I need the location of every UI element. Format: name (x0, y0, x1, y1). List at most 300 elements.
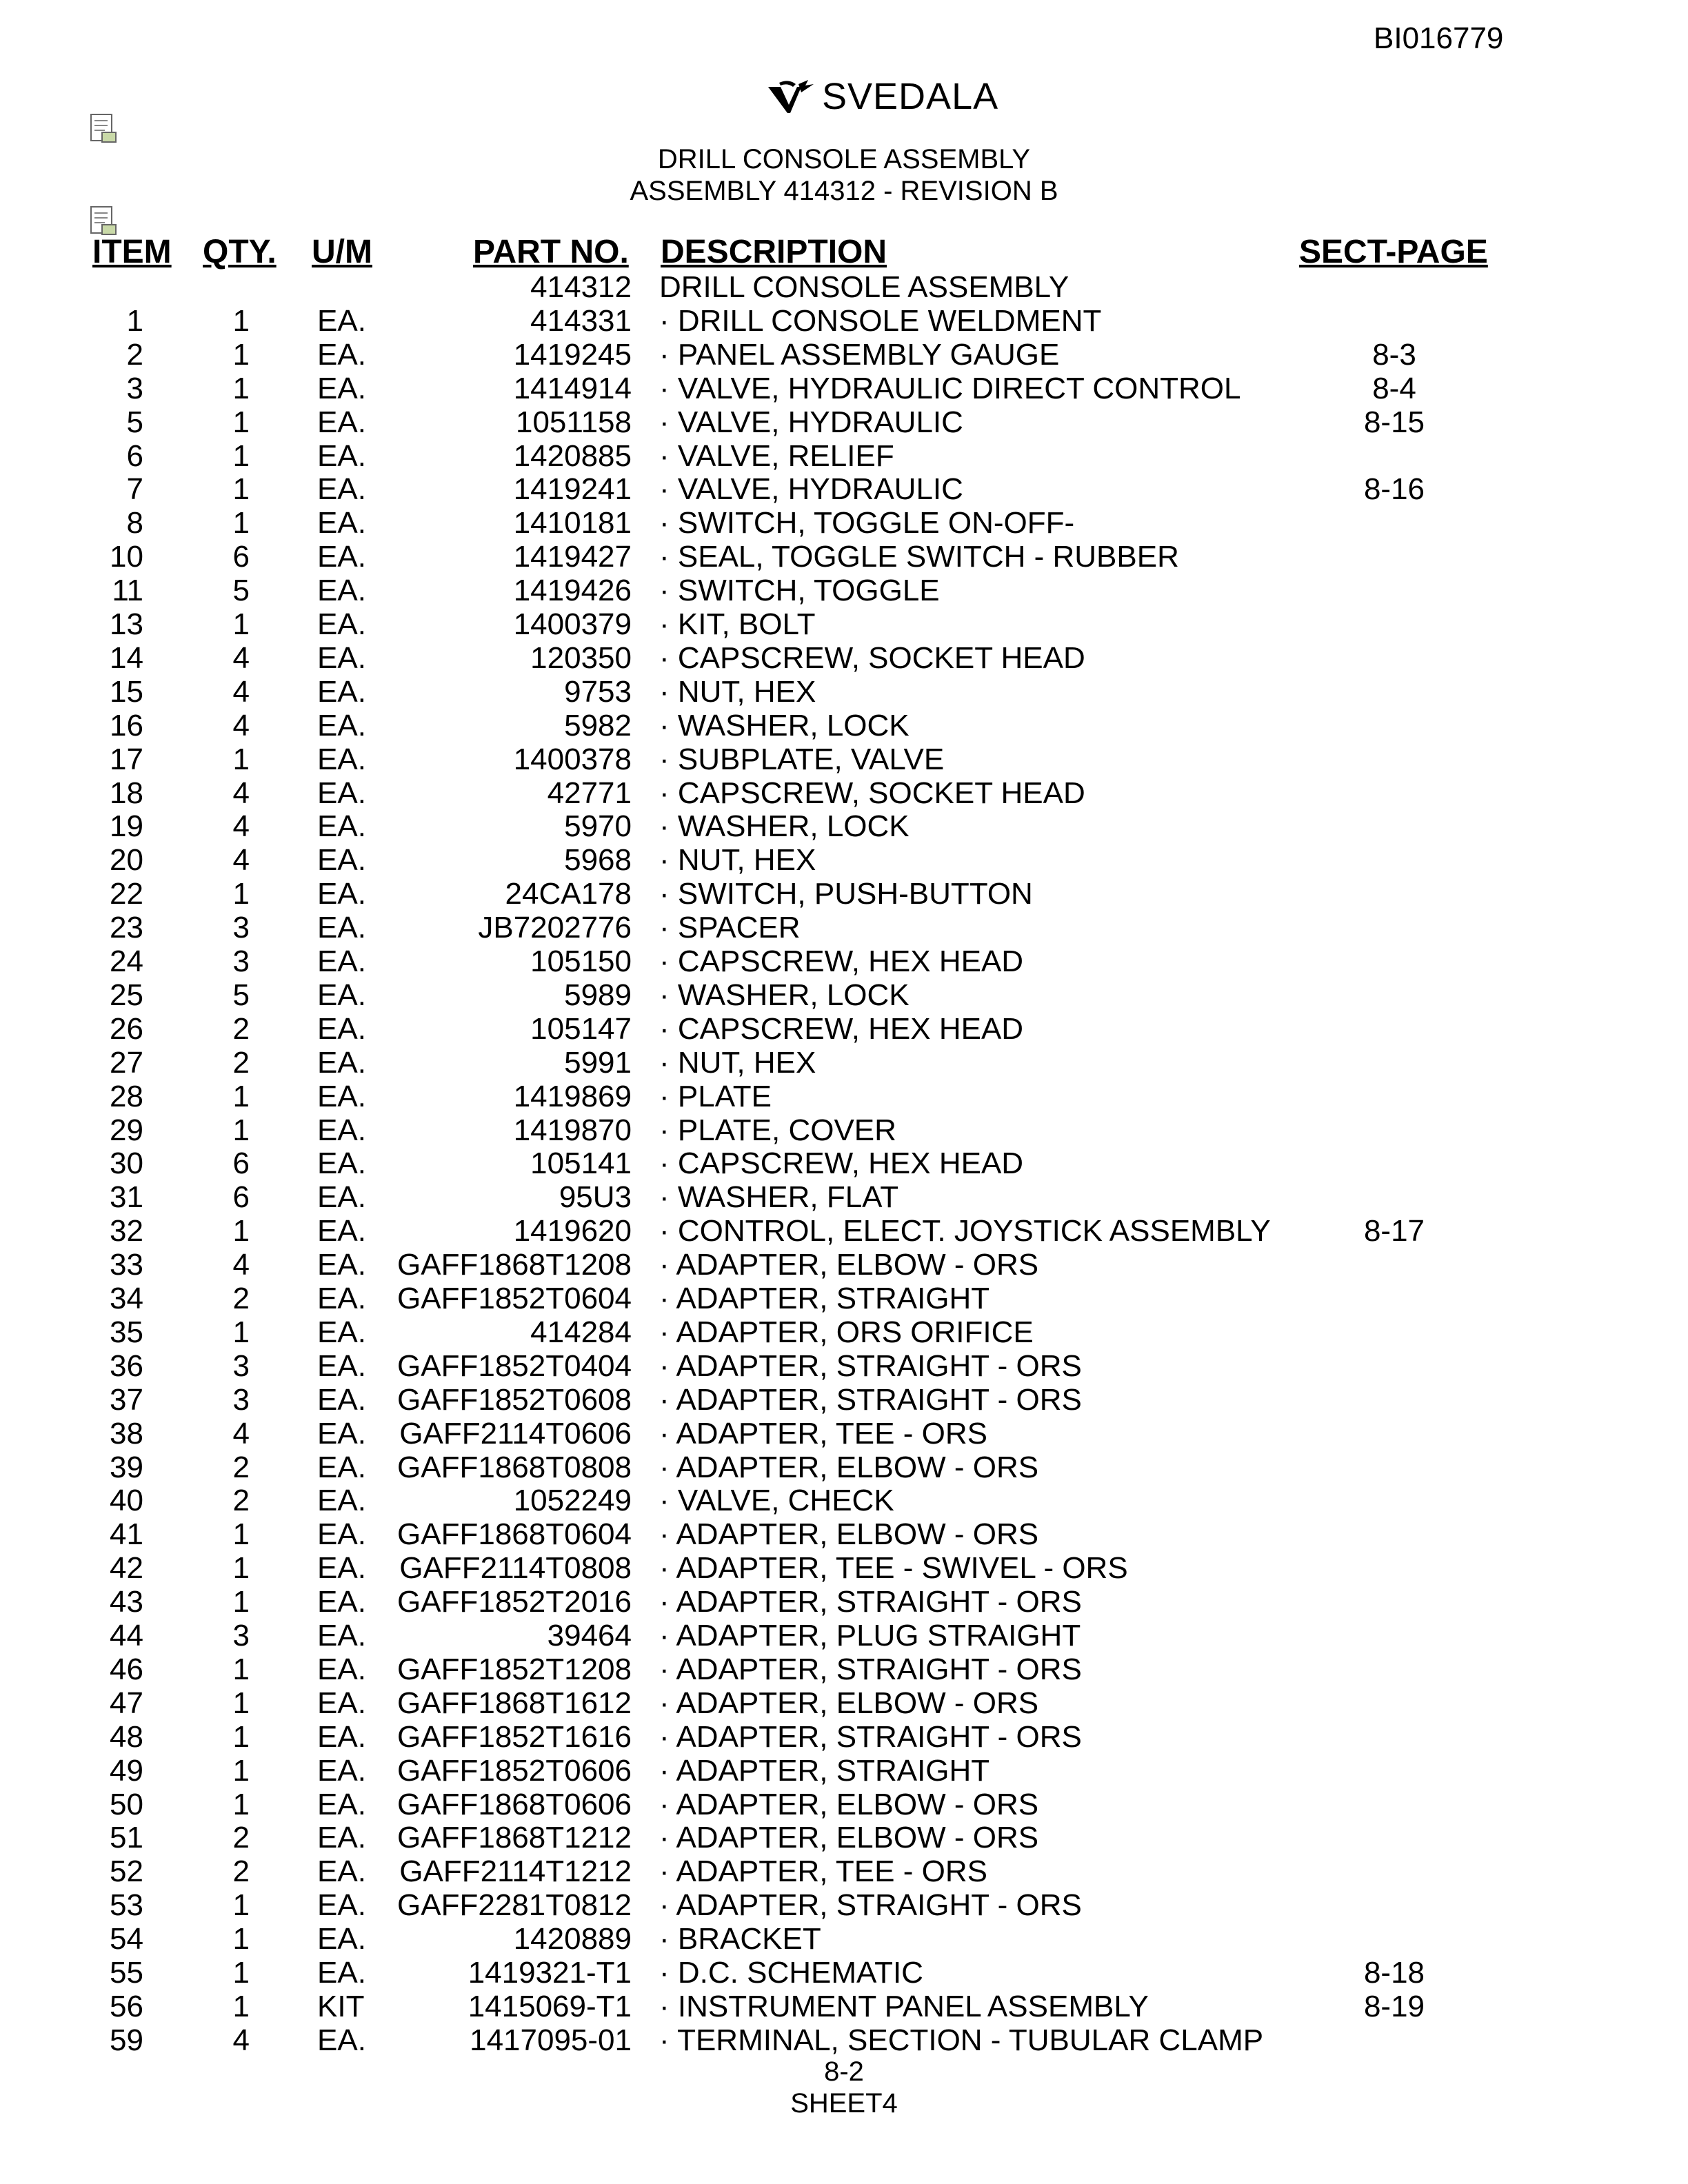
part-number-cell: 105141 (530, 1146, 632, 1181)
table-row (0, 1551, 1688, 1585)
part-number-cell: 5968 (564, 843, 632, 878)
description-cell: · ADAPTER, ORS ORIFICE (659, 1315, 1034, 1349)
part-number-cell: 1419426 (513, 574, 632, 608)
quantity-cell: 4 (232, 843, 250, 878)
title-line-2: ASSEMBLY 414312 - REVISION B (630, 176, 1058, 206)
item-number-cell: 42 (110, 1551, 143, 1586)
part-number-cell: GAFF2114T0808 (399, 1551, 632, 1586)
quantity-cell: 1 (232, 1686, 250, 1720)
unit-of-measure-cell: EA. (317, 978, 366, 1012)
part-number-cell: GAFF2114T0606 (399, 1416, 632, 1450)
item-number-cell: 6 (126, 438, 143, 473)
part-number-cell: 24CA178 (505, 877, 632, 911)
unit-of-measure-cell: EA. (317, 1416, 366, 1450)
column-header-qty: QTY. (203, 234, 277, 270)
table-row (0, 1315, 1688, 1349)
quantity-cell: 1 (232, 877, 250, 911)
description-cell: · VALVE, HYDRAULIC DIRECT CONTROL (659, 371, 1241, 405)
part-number-cell: GAFF1852T0604 (397, 1282, 632, 1315)
quantity-cell: 1 (232, 1956, 250, 1990)
part-number-cell: 1419620 (513, 1214, 632, 1248)
column-header-sect-page: SECT-PAGE (1299, 234, 1488, 270)
part-number-cell: 1417095-01 (470, 2023, 632, 2057)
quantity-cell: 1 (232, 1551, 250, 1586)
table-row (0, 405, 1688, 439)
item-number-cell: 3 (126, 371, 143, 405)
item-number-cell: 49 (110, 1753, 143, 1788)
quantity-cell: 1 (232, 1652, 250, 1686)
description-cell: · ADAPTER, STRAIGHT - ORS (659, 1888, 1082, 1923)
item-number-cell: 48 (110, 1719, 143, 1754)
description-cell: · ADAPTER, ELBOW - ORS (659, 1450, 1039, 1484)
quantity-cell: 3 (232, 1348, 250, 1383)
quantity-cell: 1 (232, 1787, 250, 1821)
table-row (0, 1180, 1688, 1214)
item-number-cell: 43 (110, 1585, 143, 1619)
description-cell: · ADAPTER, ELBOW - ORS (659, 1248, 1039, 1282)
description-cell: · ADAPTER, TEE - ORS (659, 1416, 987, 1450)
quantity-cell: 6 (232, 1180, 250, 1215)
part-number-cell: 5982 (564, 708, 632, 742)
quantity-cell: 1 (232, 303, 250, 338)
description-cell: · BRACKET (659, 1922, 821, 1957)
unit-of-measure-cell: KIT (317, 1989, 365, 2023)
description-cell: · ADAPTER, ELBOW - ORS (659, 1686, 1039, 1720)
section-page-cell: 8-3 (1372, 337, 1416, 372)
quantity-cell: 4 (232, 708, 250, 742)
table-row (0, 843, 1688, 877)
quantity-cell: 1 (232, 1113, 250, 1147)
quantity-cell: 1 (232, 1315, 250, 1349)
unit-of-measure-cell: EA. (317, 1888, 366, 1923)
item-number-cell: 7 (126, 472, 143, 507)
quantity-cell: 1 (232, 742, 250, 776)
table-row (0, 439, 1688, 473)
part-number-cell: 414331 (530, 303, 632, 338)
item-number-cell: 51 (110, 1821, 143, 1855)
table-row (0, 506, 1688, 540)
part-number-cell: GAFF1852T0404 (397, 1348, 632, 1383)
description-cell: · ADAPTER, STRAIGHT - ORS (659, 1585, 1082, 1619)
part-number-cell: 1400378 (513, 742, 632, 776)
description-cell: · ADAPTER, STRAIGHT (659, 1753, 990, 1788)
table-row (0, 709, 1688, 742)
part-number-cell: 1414914 (513, 371, 632, 405)
quantity-cell: 4 (232, 640, 250, 675)
part-number-cell: GAFF1852T1208 (397, 1652, 632, 1686)
table-row (0, 1113, 1688, 1147)
quantity-cell: 4 (232, 1416, 250, 1450)
unit-of-measure-cell: EA. (317, 1619, 366, 1652)
unit-of-measure-cell: EA. (317, 607, 366, 641)
unit-of-measure-cell: EA. (317, 574, 366, 608)
table-row (0, 607, 1688, 641)
quantity-cell: 2 (232, 1282, 250, 1315)
quantity-cell: 1 (232, 1214, 250, 1248)
part-number-cell: GAFF1868T1612 (397, 1686, 632, 1720)
part-number-cell: 105147 (530, 1011, 632, 1046)
unit-of-measure-cell: EA. (317, 405, 366, 439)
part-number-cell: 1420885 (513, 438, 632, 473)
quantity-cell: 4 (232, 2023, 250, 2057)
quantity-cell: 1 (232, 1585, 250, 1619)
unit-of-measure-cell: EA. (317, 371, 366, 405)
table-row (0, 1484, 1688, 1517)
item-number-cell: 36 (110, 1348, 143, 1383)
table-row (0, 911, 1688, 944)
part-number-cell: GAFF2114T1212 (399, 1854, 632, 1889)
item-number-cell: 33 (110, 1248, 143, 1282)
unit-of-measure-cell: EA. (317, 742, 366, 776)
table-row (0, 1349, 1688, 1383)
quantity-cell: 1 (232, 337, 250, 372)
item-number-cell: 54 (110, 1922, 143, 1957)
item-number-cell: 16 (110, 708, 143, 742)
quantity-cell: 3 (232, 1619, 250, 1652)
quantity-cell: 2 (232, 1011, 250, 1046)
unit-of-measure-cell: EA. (317, 911, 366, 945)
quantity-cell: 4 (232, 1248, 250, 1282)
table-row (0, 1080, 1688, 1113)
table-row (0, 270, 1688, 304)
item-number-cell: 11 (112, 574, 143, 608)
document-title (0, 143, 1688, 207)
unit-of-measure-cell: EA. (317, 1113, 366, 1147)
part-number-cell: 42771 (547, 776, 632, 810)
description-cell: DRILL CONSOLE ASSEMBLY (659, 270, 1069, 304)
item-number-cell: 13 (110, 607, 143, 641)
item-number-cell: 28 (110, 1079, 143, 1113)
item-number-cell: 50 (110, 1787, 143, 1821)
table-row (0, 1585, 1688, 1619)
item-number-cell: 5 (126, 405, 143, 439)
item-number-cell: 32 (110, 1214, 143, 1248)
description-cell: · WASHER, FLAT (659, 1180, 899, 1215)
description-cell: · CONTROL, ELECT. JOYSTICK ASSEMBLY (659, 1214, 1271, 1248)
unit-of-measure-cell: EA. (317, 1551, 366, 1586)
table-row (0, 1888, 1688, 1922)
unit-of-measure-cell: EA. (317, 640, 366, 675)
part-number-cell: 1419870 (513, 1113, 632, 1147)
item-number-cell: 53 (110, 1888, 143, 1923)
quantity-cell: 1 (232, 1079, 250, 1113)
table-row (0, 1821, 1688, 1854)
item-number-cell: 34 (110, 1282, 143, 1315)
table-row (0, 1990, 1688, 2023)
quantity-cell: 3 (232, 911, 250, 945)
unit-of-measure-cell: EA. (317, 843, 366, 878)
table-row (0, 372, 1688, 405)
description-cell: · CAPSCREW, SOCKET HEAD (659, 640, 1085, 675)
item-number-cell: 19 (110, 809, 143, 844)
unit-of-measure-cell: EA. (317, 1282, 366, 1315)
part-number-cell: JB7202776 (478, 911, 632, 945)
table-row (0, 1383, 1688, 1417)
description-cell: · NUT, HEX (659, 1045, 816, 1080)
part-number-cell: 120350 (530, 640, 632, 675)
description-cell: · PLATE (659, 1079, 772, 1113)
unit-of-measure-cell: EA. (317, 1753, 366, 1788)
description-cell: · NUT, HEX (659, 843, 816, 878)
quantity-cell: 1 (232, 438, 250, 473)
part-number-cell: 9753 (564, 674, 632, 709)
item-number-cell: 14 (110, 640, 143, 675)
part-number-cell: 1419245 (513, 337, 632, 372)
section-page-cell: 8-15 (1363, 405, 1425, 439)
unit-of-measure-cell: EA. (317, 1348, 366, 1383)
unit-of-measure-cell: EA. (317, 1045, 366, 1080)
item-number-cell: 44 (110, 1619, 143, 1652)
table-row (0, 742, 1688, 776)
part-number-cell: 1420889 (513, 1922, 632, 1957)
unit-of-measure-cell: EA. (317, 1956, 366, 1990)
description-cell: · PLATE, COVER (659, 1113, 896, 1147)
table-row (0, 1720, 1688, 1754)
unit-of-measure-cell: EA. (317, 1214, 366, 1248)
part-number-cell: 414312 (530, 270, 632, 304)
table-row (0, 1046, 1688, 1080)
description-cell: · ADAPTER, STRAIGHT - ORS (659, 1348, 1082, 1383)
table-row (0, 574, 1688, 607)
column-header-um: U/M (312, 234, 372, 270)
description-cell: · CAPSCREW, HEX HEAD (659, 1011, 1024, 1046)
item-number-cell: 59 (110, 2023, 143, 2057)
quantity-cell: 1 (232, 405, 250, 439)
unit-of-measure-cell: EA. (317, 1011, 366, 1046)
part-number-cell: 1400379 (513, 607, 632, 641)
unit-of-measure-cell: EA. (317, 1585, 366, 1619)
description-cell: · ADAPTER, PLUG STRAIGHT (659, 1619, 1081, 1652)
unit-of-measure-cell: EA. (317, 1652, 366, 1686)
description-cell: · NUT, HEX (659, 674, 816, 709)
item-number-cell: 27 (110, 1045, 143, 1080)
description-cell: · VALVE, RELIEF (659, 438, 894, 473)
unit-of-measure-cell: EA. (317, 1686, 366, 1720)
quantity-cell: 1 (232, 472, 250, 507)
quantity-cell: 1 (232, 1989, 250, 2023)
table-row (0, 978, 1688, 1012)
quantity-cell: 1 (232, 371, 250, 405)
description-cell: · INSTRUMENT PANEL ASSEMBLY (659, 1989, 1149, 2023)
unit-of-measure-cell: EA. (317, 1382, 366, 1417)
quantity-cell: 1 (232, 1753, 250, 1788)
quantity-cell: 1 (232, 1922, 250, 1957)
description-cell: · WASHER, LOCK (659, 978, 910, 1012)
table-row (0, 1214, 1688, 1248)
description-cell: · ADAPTER, ELBOW - ORS (659, 1787, 1039, 1821)
table-row (0, 944, 1688, 978)
unit-of-measure-cell: EA. (317, 1079, 366, 1113)
part-number-cell: GAFF1852T1616 (397, 1719, 632, 1754)
table-row (0, 1012, 1688, 1046)
part-number-cell: GAFF1868T0604 (397, 1517, 632, 1552)
part-number-cell: 1419427 (513, 540, 632, 574)
unit-of-measure-cell: EA. (317, 1517, 366, 1552)
item-number-cell: 22 (110, 877, 143, 911)
quantity-cell: 1 (232, 1719, 250, 1754)
item-number-cell: 25 (110, 978, 143, 1012)
unit-of-measure-cell: EA. (317, 1922, 366, 1957)
part-number-cell: GAFF1852T0606 (397, 1753, 632, 1788)
part-number-cell: 1051158 (515, 405, 632, 439)
table-row (0, 1922, 1688, 1956)
description-cell: · VALVE, HYDRAULIC (659, 472, 963, 507)
quantity-cell: 6 (232, 1146, 250, 1181)
quantity-cell: 1 (232, 1517, 250, 1552)
description-cell: · KIT, BOLT (659, 607, 816, 641)
description-cell: · SUBPLATE, VALVE (659, 742, 945, 776)
part-number-cell: 414284 (530, 1315, 632, 1349)
quantity-cell: 3 (232, 944, 250, 978)
part-number-cell: GAFF1852T0608 (397, 1382, 632, 1417)
quantity-cell: 2 (232, 1821, 250, 1855)
description-cell: · ADAPTER, ELBOW - ORS (659, 1821, 1039, 1855)
part-number-cell: 5970 (564, 809, 632, 844)
section-page-cell: 8-18 (1363, 1956, 1425, 1990)
item-number-cell: 40 (110, 1484, 143, 1518)
part-number-cell: 1419241 (513, 472, 632, 507)
unit-of-measure-cell: EA. (317, 809, 366, 844)
item-number-cell: 8 (126, 506, 143, 540)
unit-of-measure-cell: EA. (317, 506, 366, 540)
description-cell: · ADAPTER, STRAIGHT - ORS (659, 1652, 1082, 1686)
description-cell: · WASHER, LOCK (659, 708, 910, 742)
unit-of-measure-cell: EA. (317, 337, 366, 372)
column-header-part-no: PART NO. (473, 234, 629, 270)
item-number-cell: 31 (110, 1180, 143, 1215)
unit-of-measure-cell: EA. (317, 540, 366, 574)
description-cell: · PANEL ASSEMBLY GAUGE (659, 337, 1060, 372)
item-number-cell: 35 (110, 1315, 143, 1349)
page-number: 8-2 (824, 2056, 864, 2087)
table-row (0, 1248, 1688, 1282)
quantity-cell: 1 (232, 506, 250, 540)
unit-of-measure-cell: EA. (317, 1450, 366, 1484)
section-page-cell: 8-4 (1372, 371, 1416, 405)
table-row (0, 1146, 1688, 1180)
description-cell: · ADAPTER, TEE - ORS (659, 1854, 987, 1889)
description-cell: · VALVE, HYDRAULIC (659, 405, 963, 439)
unit-of-measure-cell: EA. (317, 1484, 366, 1518)
unit-of-measure-cell: EA. (317, 438, 366, 473)
item-number-cell: 30 (110, 1146, 143, 1181)
unit-of-measure-cell: EA. (317, 1719, 366, 1754)
table-row (0, 2023, 1688, 2057)
description-cell: · CAPSCREW, HEX HEAD (659, 944, 1024, 978)
section-page-cell: 8-17 (1363, 1214, 1425, 1248)
item-number-cell: 37 (110, 1382, 143, 1417)
quantity-cell: 1 (232, 607, 250, 641)
description-cell: · TERMINAL, SECTION - TUBULAR CLAMP (659, 2023, 1264, 2057)
quantity-cell: 3 (232, 1382, 250, 1417)
column-header-description: DESCRIPTION (661, 234, 887, 270)
item-number-cell: 46 (110, 1652, 143, 1686)
table-row (0, 776, 1688, 810)
table-row (0, 809, 1688, 843)
table-row (0, 1754, 1688, 1788)
part-number-cell: 1410181 (513, 506, 632, 540)
quantity-cell: 4 (232, 776, 250, 810)
unit-of-measure-cell: EA. (317, 1248, 366, 1282)
part-number-cell: 95U3 (559, 1180, 632, 1215)
item-number-cell: 20 (110, 843, 143, 878)
part-number-cell: GAFF1852T2016 (397, 1585, 632, 1619)
section-page-cell: 8-16 (1363, 472, 1425, 507)
part-number-cell: GAFF1868T1212 (397, 1821, 632, 1855)
quantity-cell: 5 (232, 978, 250, 1012)
part-number-cell: GAFF1868T0606 (397, 1787, 632, 1821)
description-cell: · VALVE, CHECK (659, 1484, 894, 1518)
item-number-cell: 1 (126, 303, 143, 338)
item-number-cell: 18 (110, 776, 143, 810)
description-cell: · ADAPTER, STRAIGHT (659, 1282, 990, 1315)
item-number-cell: 29 (110, 1113, 143, 1147)
unit-of-measure-cell: EA. (317, 1180, 366, 1215)
table-row (0, 338, 1688, 372)
item-number-cell: 26 (110, 1011, 143, 1046)
table-row (0, 1956, 1688, 1990)
unit-of-measure-cell: EA. (317, 1146, 366, 1181)
section-page-cell: 8-19 (1363, 1989, 1425, 2023)
description-cell: · D.C. SCHEMATIC (659, 1956, 923, 1990)
page-footer (0, 2056, 1688, 2119)
unit-of-measure-cell: EA. (317, 1821, 366, 1855)
brand-name: SVEDALA (822, 76, 999, 117)
part-number-cell: 5991 (564, 1045, 632, 1080)
unit-of-measure-cell: EA. (317, 303, 366, 338)
description-cell: · SEAL, TOGGLE SWITCH - RUBBER (659, 540, 1179, 574)
table-row (0, 1517, 1688, 1551)
unit-of-measure-cell: EA. (317, 944, 366, 978)
unit-of-measure-cell: EA. (317, 472, 366, 507)
table-row (0, 1686, 1688, 1720)
quantity-cell: 2 (232, 1484, 250, 1518)
part-number-cell: GAFF1868T0808 (397, 1450, 632, 1484)
part-number-cell: 5989 (564, 978, 632, 1012)
table-row (0, 1282, 1688, 1315)
description-cell: · DRILL CONSOLE WELDMENT (659, 303, 1102, 338)
item-number-cell: 17 (110, 742, 143, 776)
item-number-cell: 41 (110, 1517, 143, 1552)
description-cell: · CAPSCREW, HEX HEAD (659, 1146, 1024, 1181)
document-id: BI016779 (1374, 21, 1504, 55)
table-row (0, 1619, 1688, 1652)
description-cell: · SWITCH, TOGGLE (659, 574, 940, 608)
part-number-cell: GAFF1868T1208 (397, 1248, 632, 1282)
quantity-cell: 4 (232, 674, 250, 709)
description-cell: · CAPSCREW, SOCKET HEAD (659, 776, 1085, 810)
item-number-cell: 2 (126, 337, 143, 372)
table-row (0, 641, 1688, 675)
description-cell: · WASHER, LOCK (659, 809, 910, 844)
quantity-cell: 2 (232, 1450, 250, 1484)
description-cell: · ADAPTER, ELBOW - ORS (659, 1517, 1039, 1552)
table-row (0, 472, 1688, 506)
quantity-cell: 5 (232, 574, 250, 608)
part-number-cell: 1415069-T1 (468, 1989, 632, 2023)
table-row (0, 1788, 1688, 1821)
item-number-cell: 23 (110, 911, 143, 945)
description-cell: · SPACER (659, 911, 801, 945)
item-number-cell: 47 (110, 1686, 143, 1720)
quantity-cell: 1 (232, 1888, 250, 1923)
part-number-cell: 1419869 (513, 1079, 632, 1113)
table-row (0, 877, 1688, 911)
quantity-cell: 2 (232, 1045, 250, 1080)
unit-of-measure-cell: EA. (317, 776, 366, 810)
svedala-mark-icon (765, 77, 819, 116)
part-number-cell: 105150 (530, 944, 632, 978)
